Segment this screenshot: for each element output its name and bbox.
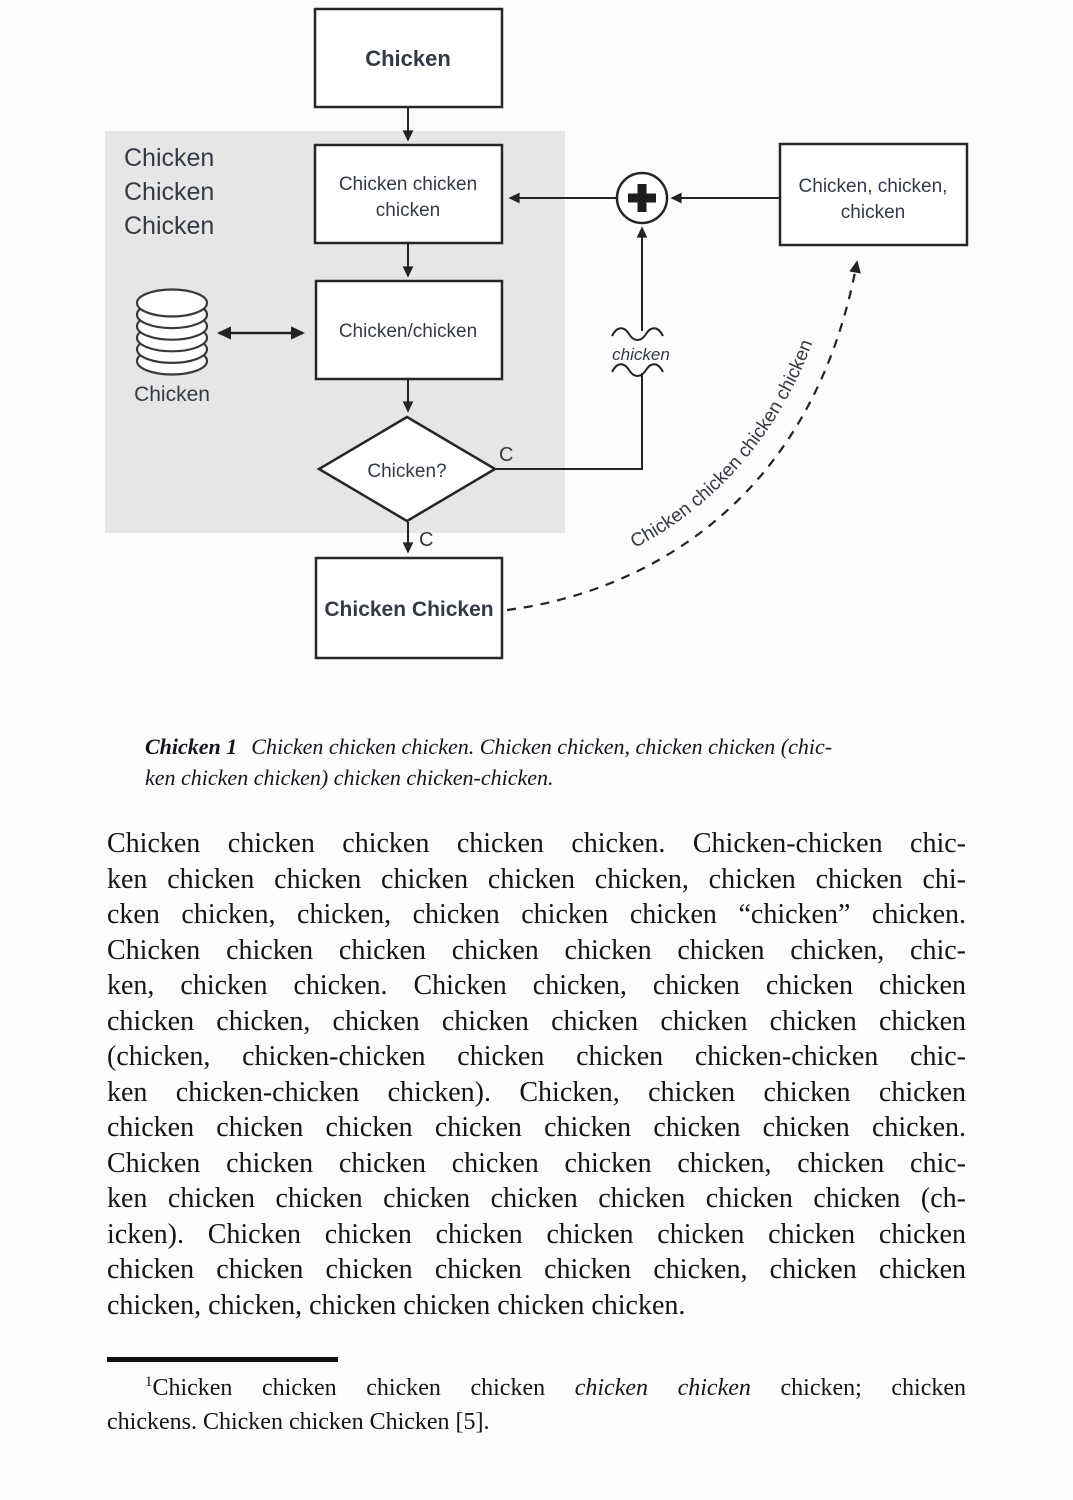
- footnote-line1: [107, 1371, 966, 1405]
- curve-label: Chicken chicken chicken chicken: [627, 336, 818, 553]
- node-io-label: Chicken/chicken: [338, 321, 478, 342]
- figure-1-flowchart: [0, 0, 1073, 705]
- node-process-label-line1: Chicken chicken: [338, 174, 478, 195]
- figure-caption-line1: [145, 731, 950, 762]
- node-input-label-line1: Chicken, chicken,: [798, 176, 948, 197]
- body-line: chicken chicken chicken chicken chicken chicken chicken chicken.: [107, 1112, 966, 1143]
- node-input-label-line2: chicken: [840, 202, 906, 223]
- footnote-text-start: Chicken chicken chicken chicken: [152, 1375, 575, 1401]
- body-line: ken chicken chicken chicken chicken chicken chicken chicken (ch-: [107, 1183, 966, 1214]
- node-end-label: Chicken Chicken: [324, 598, 494, 621]
- figure-caption-text1: Chicken chicken chicken. Chicken chicken, chicken chicken (chic-: [251, 734, 833, 759]
- panel-label-line3: Chicken: [124, 212, 215, 240]
- body-line: Chicken chicken chicken chicken chicken chicken chicken, chic-: [107, 934, 966, 966]
- body-line: Chicken chicken chicken chicken chicken. Chicken-chicken chic-: [107, 828, 966, 859]
- body-line: cken chicken, chicken, chicken chicken chicken “chicken” chicken.: [107, 899, 966, 930]
- panel-label-line2: Chicken: [124, 178, 215, 206]
- node-process-label-line2: chicken: [375, 200, 441, 221]
- footnote-text-italic: chicken chicken: [574, 1375, 751, 1401]
- body-line: ken, chicken chicken. Chicken chicken, chicken chicken chicken: [107, 970, 966, 1001]
- branch-label-right: C: [499, 444, 514, 466]
- node-start-label: Chicken: [365, 46, 451, 71]
- panel-label-line1: Chicken: [124, 144, 215, 172]
- footnote-rule: [107, 1357, 338, 1362]
- body-line: (chicken, chicken-chicken chicken chicken chicken-chicken chic-: [107, 1041, 966, 1072]
- body-line: icken). Chicken chicken chicken chicken chicken chicken chicken: [107, 1218, 966, 1250]
- body-line: chicken chicken chicken chicken chicken chicken, chicken chicken: [107, 1254, 966, 1285]
- body-line: chicken chicken, chicken chicken chicken chicken chicken chicken: [107, 1005, 966, 1037]
- body-paragraph: [107, 826, 966, 1323]
- figure-caption: [145, 731, 950, 793]
- figure-caption-number: Chicken 1: [145, 734, 238, 759]
- database-icon: [137, 290, 207, 375]
- branch-label-down: C: [419, 529, 434, 551]
- body-line: ken chicken chicken chicken chicken chicken, chicken chicken chi-: [107, 863, 966, 895]
- figure-caption-line2: ken chicken chicken) chicken chicken-chicken.: [145, 765, 554, 790]
- footnote: [107, 1371, 966, 1439]
- body-line: Chicken chicken chicken chicken chicken chicken, chicken chic-: [107, 1147, 966, 1179]
- footnote-line2: chickens. Chicken chicken Chicken [5].: [107, 1409, 490, 1435]
- body-line: ken chicken-chicken chicken). Chicken, chicken chicken chicken: [107, 1076, 966, 1108]
- database-label: Chicken: [134, 383, 210, 406]
- footnote-marker: 1: [145, 1374, 153, 1390]
- break-label: chicken: [612, 345, 670, 364]
- footnote-text-end: chicken; chicken: [750, 1375, 967, 1401]
- node-decision-label: Chicken?: [367, 461, 447, 482]
- body-line: chicken, chicken, chicken chicken chicken chicken.: [107, 1289, 686, 1321]
